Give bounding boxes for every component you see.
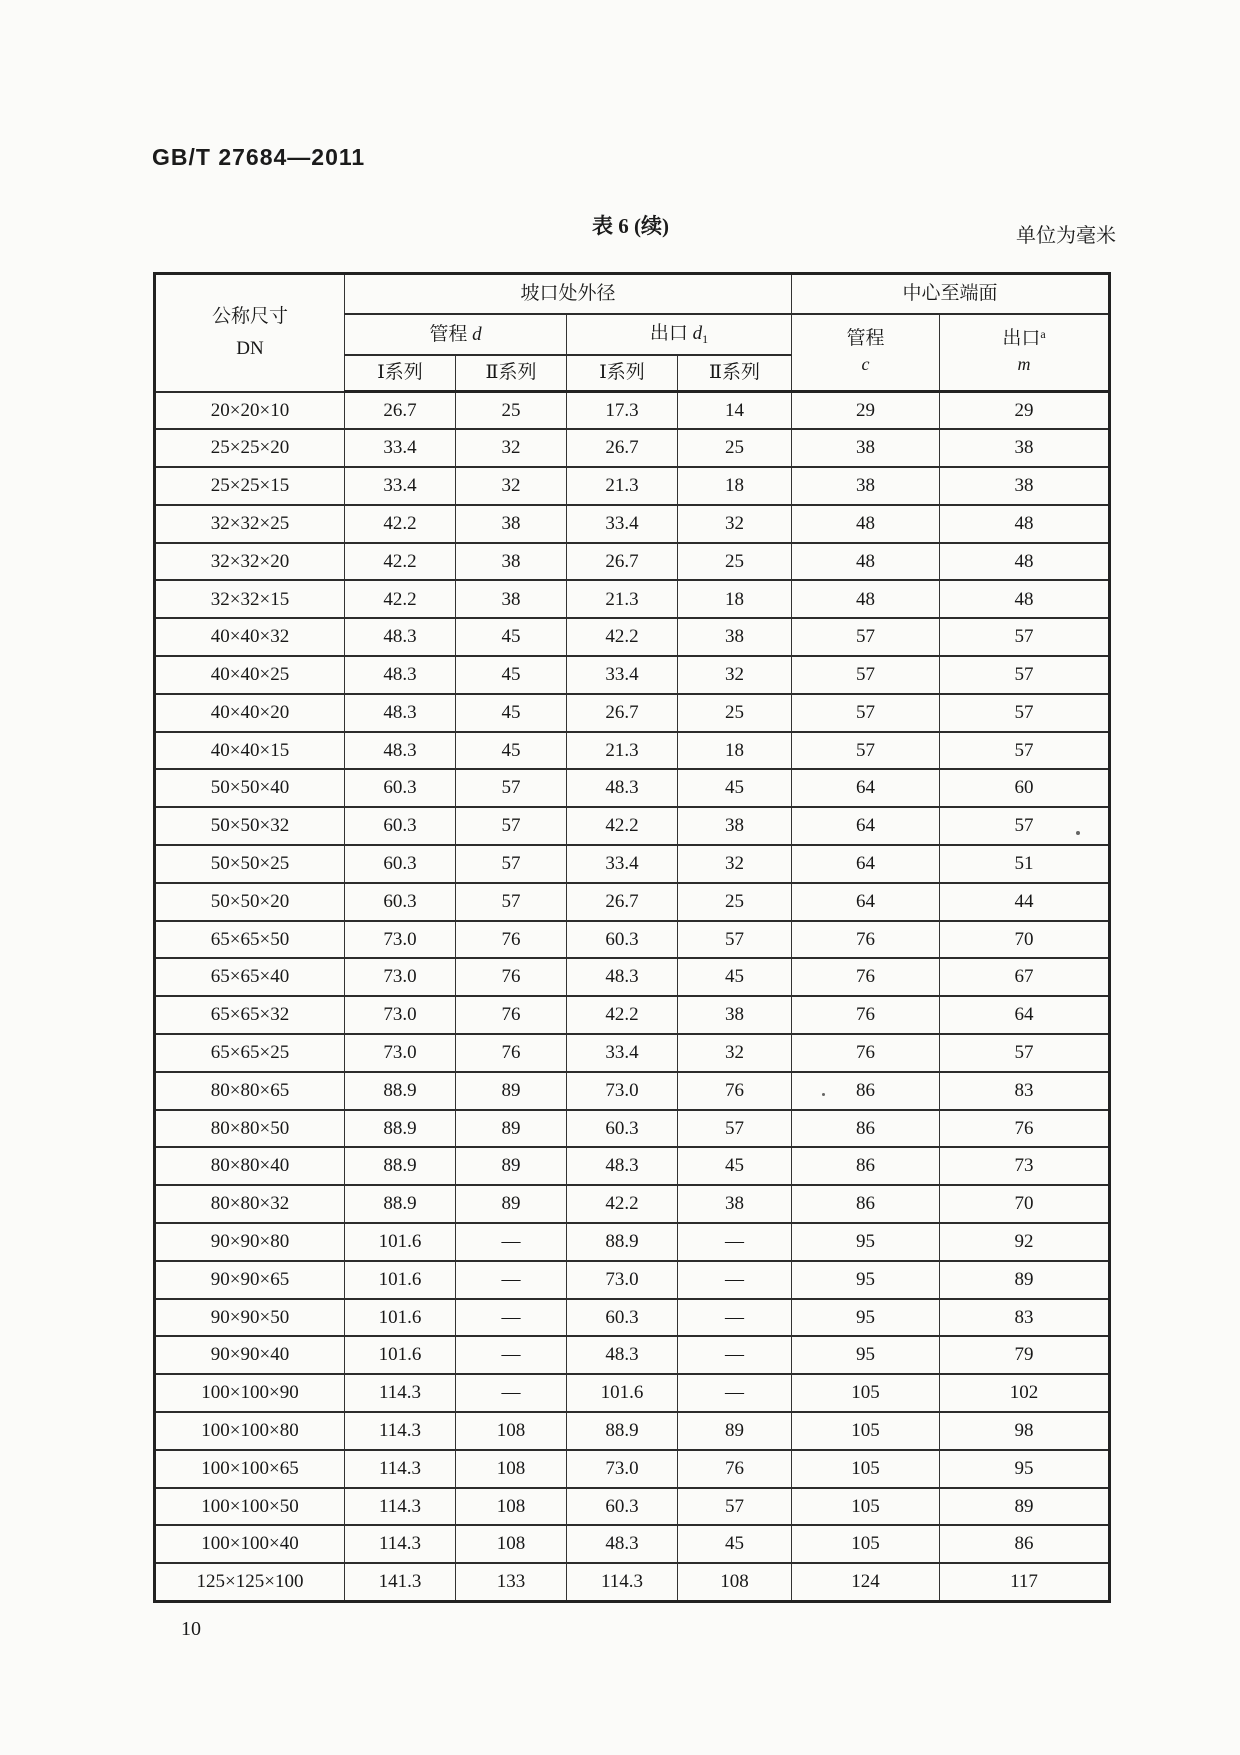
table-row <box>155 694 1110 732</box>
cell-run-d-series2: 76 <box>456 996 567 1034</box>
cell-outlet-d1-series2: — <box>678 1299 792 1337</box>
table-row <box>155 656 1110 694</box>
cell-center-run-c: 76 <box>792 1034 940 1072</box>
cell-outlet-d1-series1: 48.3 <box>567 1336 678 1374</box>
cell-center-run-c: 95 <box>792 1261 940 1299</box>
header-group-bevel-od: 坡口处外径 <box>345 274 792 315</box>
table-row <box>155 1185 1110 1223</box>
cell-outlet-d1-series2: 32 <box>678 505 792 543</box>
cell-run-d-series2: — <box>456 1223 567 1261</box>
cell-outlet-d1-series2: 45 <box>678 958 792 996</box>
cell-outlet-d1-series2: 38 <box>678 996 792 1034</box>
cell-dn: 100×100×80 <box>155 1412 345 1450</box>
cell-center-outlet-m: 38 <box>940 429 1110 467</box>
cell-run-d-series1: 88.9 <box>345 1185 456 1223</box>
table-row <box>155 1374 1110 1412</box>
table-row <box>155 807 1110 845</box>
scan-speck <box>1076 831 1080 835</box>
cell-run-d-series1: 73.0 <box>345 996 456 1034</box>
cell-run-d-series1: 114.3 <box>345 1412 456 1450</box>
cell-center-run-c: 64 <box>792 883 940 921</box>
cell-run-d-series2: 76 <box>456 921 567 959</box>
cell-outlet-d1-series1: 42.2 <box>567 618 678 656</box>
table-row <box>155 1450 1110 1488</box>
cell-run-d-series1: 48.3 <box>345 656 456 694</box>
cell-center-run-c: 57 <box>792 694 940 732</box>
cell-run-d-series1: 48.3 <box>345 732 456 770</box>
cell-run-d-series1: 88.9 <box>345 1147 456 1185</box>
table-row <box>155 1261 1110 1299</box>
table-row <box>155 1563 1110 1601</box>
cell-center-outlet-m: 70 <box>940 1185 1110 1223</box>
cell-dn: 32×32×20 <box>155 543 345 581</box>
cell-run-d-series1: 48.3 <box>345 694 456 732</box>
cell-run-d-series2: 32 <box>456 467 567 505</box>
cell-run-d-series2: 38 <box>456 505 567 543</box>
cell-outlet-d1-series1: 21.3 <box>567 580 678 618</box>
cell-dn: 100×100×90 <box>155 1374 345 1412</box>
cell-center-outlet-m: 73 <box>940 1147 1110 1185</box>
document-number: GB/T 27684—2011 <box>152 144 366 170</box>
cell-dn: 50×50×20 <box>155 883 345 921</box>
cell-outlet-d1-series1: 114.3 <box>567 1563 678 1601</box>
cell-outlet-d1-series1: 42.2 <box>567 1185 678 1223</box>
cell-dn: 90×90×65 <box>155 1261 345 1299</box>
cell-run-d-series1: 114.3 <box>345 1525 456 1563</box>
cell-outlet-d1-series2: 57 <box>678 1110 792 1148</box>
cell-run-d-series2: 108 <box>456 1450 567 1488</box>
cell-dn: 80×80×40 <box>155 1147 345 1185</box>
cell-outlet-d1-series1: 21.3 <box>567 467 678 505</box>
table-body <box>155 392 1110 1602</box>
cell-outlet-d1-series1: 26.7 <box>567 429 678 467</box>
scan-speck <box>822 1093 825 1096</box>
cell-dn: 80×80×32 <box>155 1185 345 1223</box>
header-run-d-label: 管程 <box>429 323 468 345</box>
cell-dn: 80×80×65 <box>155 1072 345 1110</box>
table-row <box>155 958 1110 996</box>
cell-center-outlet-m: 64 <box>940 996 1110 1034</box>
page-number: 10 <box>181 1618 201 1640</box>
cell-run-d-series1: 73.0 <box>345 921 456 959</box>
table-row <box>155 732 1110 770</box>
cell-dn: 100×100×65 <box>155 1450 345 1488</box>
cell-center-run-c: 105 <box>792 1525 940 1563</box>
header-center-outlet-label: 出口$^a$ <box>1002 327 1046 350</box>
cell-center-run-c: 76 <box>792 921 940 959</box>
cell-run-d-series1: 114.3 <box>345 1374 456 1412</box>
cell-outlet-d1-series1: 73.0 <box>567 1072 678 1110</box>
cell-dn: 90×90×40 <box>155 1336 345 1374</box>
cell-center-outlet-m: 86 <box>940 1525 1110 1563</box>
cell-center-outlet-m: 57 <box>940 807 1110 845</box>
cell-center-run-c: 95 <box>792 1299 940 1337</box>
cell-run-d-series1: 114.3 <box>345 1488 456 1526</box>
cell-outlet-d1-series2: 25 <box>678 883 792 921</box>
header-outlet-d1-label: 出口 <box>649 323 688 344</box>
table-row <box>155 1034 1110 1072</box>
cell-center-outlet-m: 83 <box>940 1072 1110 1110</box>
header-center-outlet-footnote-mark: a <box>1040 327 1046 342</box>
table-title: 表 6 (续) <box>592 214 669 238</box>
cell-center-run-c: 64 <box>792 845 940 883</box>
header-series1-run: Ⅰ系列 <box>345 355 456 392</box>
cell-center-run-c: 86 <box>792 1110 940 1148</box>
cell-run-d-series1: 48.3 <box>345 618 456 656</box>
cell-outlet-d1-series2: 25 <box>678 694 792 732</box>
table-row <box>155 883 1110 921</box>
cell-outlet-d1-series2: 25 <box>678 543 792 581</box>
cell-center-outlet-m: 79 <box>940 1336 1110 1374</box>
cell-outlet-d1-series1: 88.9 <box>567 1412 678 1450</box>
cell-outlet-d1-series1: 48.3 <box>567 769 678 807</box>
cell-center-run-c: 76 <box>792 996 940 1034</box>
cell-run-d-series1: 101.6 <box>345 1261 456 1299</box>
cell-center-outlet-m: 57 <box>940 618 1110 656</box>
cell-center-outlet-m: 57 <box>940 694 1110 732</box>
cell-outlet-d1-series2: 57 <box>678 921 792 959</box>
cell-run-d-series2: 45 <box>456 656 567 694</box>
table-row <box>155 1525 1110 1563</box>
cell-outlet-d1-series1: 21.3 <box>567 732 678 770</box>
cell-run-d-series2: 108 <box>456 1488 567 1526</box>
cell-run-d-series1: 60.3 <box>345 883 456 921</box>
header-center-outlet <box>940 314 1110 392</box>
cell-run-d-series1: 60.3 <box>345 769 456 807</box>
cell-outlet-d1-series2: 18 <box>678 732 792 770</box>
cell-center-run-c: 86 <box>792 1072 940 1110</box>
table-row <box>155 1223 1110 1261</box>
header-series1-outlet: Ⅰ系列 <box>567 355 678 392</box>
cell-center-run-c: 86 <box>792 1147 940 1185</box>
cell-center-run-c: 38 <box>792 429 940 467</box>
cell-run-d-series1: 42.2 <box>345 543 456 581</box>
cell-center-run-c: 38 <box>792 467 940 505</box>
cell-center-outlet-m: 38 <box>940 467 1110 505</box>
table-row <box>155 1412 1110 1450</box>
cell-outlet-d1-series2: 45 <box>678 1147 792 1185</box>
cell-outlet-d1-series2: 14 <box>678 392 792 430</box>
cell-outlet-d1-series2: 18 <box>678 467 792 505</box>
header-center-outlet-symbol: m <box>1017 353 1031 374</box>
cell-dn: 40×40×32 <box>155 618 345 656</box>
cell-center-run-c: 86 <box>792 1185 940 1223</box>
cell-center-outlet-m: 48 <box>940 580 1110 618</box>
cell-center-outlet-m: 92 <box>940 1223 1110 1261</box>
header-run-d <box>345 314 567 355</box>
cell-run-d-series1: 114.3 <box>345 1450 456 1488</box>
cell-center-run-c: 95 <box>792 1336 940 1374</box>
cell-outlet-d1-series1: 48.3 <box>567 958 678 996</box>
unit-note: 单位为毫米 <box>1016 225 1116 247</box>
header-center-run-label: 管程 <box>846 328 885 350</box>
cell-center-run-c: 105 <box>792 1374 940 1412</box>
header-center-run <box>792 314 940 392</box>
cell-run-d-series2: 57 <box>456 807 567 845</box>
cell-outlet-d1-series1: 33.4 <box>567 656 678 694</box>
cell-outlet-d1-series2: 76 <box>678 1072 792 1110</box>
cell-outlet-d1-series1: 88.9 <box>567 1223 678 1261</box>
cell-run-d-series2: — <box>456 1299 567 1337</box>
cell-center-outlet-m: 57 <box>940 1034 1110 1072</box>
table-row <box>155 467 1110 505</box>
cell-outlet-d1-series2: 38 <box>678 1185 792 1223</box>
cell-run-d-series2: 89 <box>456 1110 567 1148</box>
cell-dn: 65×65×50 <box>155 921 345 959</box>
cell-outlet-d1-series2: — <box>678 1223 792 1261</box>
cell-dn: 100×100×40 <box>155 1525 345 1563</box>
cell-outlet-d1-series2: 38 <box>678 807 792 845</box>
cell-run-d-series2: 89 <box>456 1072 567 1110</box>
cell-center-outlet-m: 51 <box>940 845 1110 883</box>
cell-outlet-d1-series1: 48.3 <box>567 1147 678 1185</box>
cell-run-d-series2: 57 <box>456 845 567 883</box>
cell-center-run-c: 57 <box>792 732 940 770</box>
cell-outlet-d1-series1: 60.3 <box>567 921 678 959</box>
cell-outlet-d1-series2: 108 <box>678 1563 792 1601</box>
cell-center-outlet-m: 48 <box>940 505 1110 543</box>
header-series2-run: Ⅱ系列 <box>456 355 567 392</box>
cell-run-d-series1: 101.6 <box>345 1223 456 1261</box>
cell-dn: 25×25×15 <box>155 467 345 505</box>
header-outlet-d1-symbol: d <box>692 323 703 344</box>
cell-run-d-series1: 141.3 <box>345 1563 456 1601</box>
cell-center-outlet-m: 60 <box>940 769 1110 807</box>
cell-run-d-series2: 38 <box>456 543 567 581</box>
cell-center-run-c: 105 <box>792 1412 940 1450</box>
cell-outlet-d1-series2: 32 <box>678 656 792 694</box>
cell-outlet-d1-series1: 73.0 <box>567 1450 678 1488</box>
cell-run-d-series1: 60.3 <box>345 845 456 883</box>
header-outlet-d1-subscript: 1 <box>702 332 709 346</box>
cell-outlet-d1-series2: 45 <box>678 1525 792 1563</box>
cell-dn: 65×65×40 <box>155 958 345 996</box>
cell-dn: 32×32×15 <box>155 580 345 618</box>
cell-run-d-series2: 45 <box>456 694 567 732</box>
cell-outlet-d1-series1: 17.3 <box>567 392 678 430</box>
table-row <box>155 543 1110 581</box>
cell-run-d-series1: 60.3 <box>345 807 456 845</box>
table-row <box>155 1072 1110 1110</box>
cell-dn: 65×65×32 <box>155 996 345 1034</box>
header-nominal-size <box>155 274 345 392</box>
table-header <box>155 274 1110 392</box>
cell-center-run-c: 105 <box>792 1450 940 1488</box>
cell-dn: 40×40×15 <box>155 732 345 770</box>
table-row <box>155 1299 1110 1337</box>
table-row <box>155 429 1110 467</box>
cell-run-d-series1: 33.4 <box>345 467 456 505</box>
cell-dn: 65×65×25 <box>155 1034 345 1072</box>
cell-dn: 20×20×10 <box>155 392 345 430</box>
cell-run-d-series2: 57 <box>456 883 567 921</box>
table-row <box>155 1488 1110 1526</box>
cell-run-d-series2: — <box>456 1261 567 1299</box>
dimension-table <box>153 272 1111 1603</box>
cell-center-outlet-m: 57 <box>940 656 1110 694</box>
table-row <box>155 392 1110 430</box>
cell-run-d-series2: 25 <box>456 392 567 430</box>
header-nominal-size-label: 公称尺寸 <box>211 306 288 328</box>
cell-run-d-series2: 45 <box>456 618 567 656</box>
cell-center-run-c: 95 <box>792 1223 940 1261</box>
header-group-center-to-end: 中心至端面 <box>792 274 1110 315</box>
cell-dn: 80×80×50 <box>155 1110 345 1148</box>
cell-run-d-series1: 42.2 <box>345 580 456 618</box>
cell-center-outlet-m: 76 <box>940 1110 1110 1148</box>
cell-run-d-series1: 73.0 <box>345 958 456 996</box>
cell-center-outlet-m: 89 <box>940 1261 1110 1299</box>
cell-center-run-c: 29 <box>792 392 940 430</box>
cell-dn: 40×40×20 <box>155 694 345 732</box>
header-outlet-d1 <box>567 314 792 355</box>
cell-run-d-series1: 88.9 <box>345 1110 456 1148</box>
cell-outlet-d1-series1: 26.7 <box>567 694 678 732</box>
table-row <box>155 1336 1110 1374</box>
cell-center-run-c: 76 <box>792 958 940 996</box>
cell-outlet-d1-series1: 60.3 <box>567 1110 678 1148</box>
cell-outlet-d1-series1: 33.4 <box>567 845 678 883</box>
cell-run-d-series2: — <box>456 1336 567 1374</box>
cell-run-d-series2: 57 <box>456 769 567 807</box>
cell-dn: 50×50×32 <box>155 807 345 845</box>
cell-center-outlet-m: 70 <box>940 921 1110 959</box>
table-row <box>155 845 1110 883</box>
table-row <box>155 921 1110 959</box>
cell-run-d-series2: 32 <box>456 429 567 467</box>
cell-outlet-d1-series1: 42.2 <box>567 807 678 845</box>
cell-outlet-d1-series1: 33.4 <box>567 505 678 543</box>
cell-dn: 32×32×25 <box>155 505 345 543</box>
cell-center-outlet-m: 98 <box>940 1412 1110 1450</box>
header-run-d-symbol: d <box>472 323 482 345</box>
cell-run-d-series1: 33.4 <box>345 429 456 467</box>
cell-center-outlet-m: 102 <box>940 1374 1110 1412</box>
cell-center-run-c: 48 <box>792 543 940 581</box>
cell-run-d-series1: 88.9 <box>345 1072 456 1110</box>
cell-dn: 40×40×25 <box>155 656 345 694</box>
header-series2-outlet: Ⅱ系列 <box>678 355 792 392</box>
cell-dn: 25×25×20 <box>155 429 345 467</box>
cell-dn: 90×90×80 <box>155 1223 345 1261</box>
cell-center-run-c: 105 <box>792 1488 940 1526</box>
cell-center-outlet-m: 83 <box>940 1299 1110 1337</box>
cell-run-d-series2: 89 <box>456 1147 567 1185</box>
table-row <box>155 618 1110 656</box>
cell-run-d-series2: 108 <box>456 1525 567 1563</box>
cell-outlet-d1-series1: 42.2 <box>567 996 678 1034</box>
cell-center-run-c: 57 <box>792 618 940 656</box>
cell-run-d-series1: 73.0 <box>345 1034 456 1072</box>
table-row <box>155 769 1110 807</box>
cell-center-outlet-m: 48 <box>940 543 1110 581</box>
cell-outlet-d1-series1: 73.0 <box>567 1261 678 1299</box>
header-dn-label: DN <box>236 337 264 359</box>
cell-center-run-c: 124 <box>792 1563 940 1601</box>
cell-run-d-series2: 133 <box>456 1563 567 1601</box>
cell-center-run-c: 64 <box>792 807 940 845</box>
table-row <box>155 1110 1110 1148</box>
cell-outlet-d1-series2: 25 <box>678 429 792 467</box>
table-row <box>155 580 1110 618</box>
cell-dn: 90×90×50 <box>155 1299 345 1337</box>
cell-center-run-c: 57 <box>792 656 940 694</box>
cell-run-d-series2: 45 <box>456 732 567 770</box>
cell-center-run-c: 48 <box>792 505 940 543</box>
cell-run-d-series2: — <box>456 1374 567 1412</box>
cell-center-outlet-m: 57 <box>940 732 1110 770</box>
cell-center-outlet-m: 29 <box>940 392 1110 430</box>
cell-outlet-d1-series2: — <box>678 1336 792 1374</box>
cell-center-outlet-m: 89 <box>940 1488 1110 1526</box>
cell-outlet-d1-series2: 45 <box>678 769 792 807</box>
cell-run-d-series1: 26.7 <box>345 392 456 430</box>
cell-run-d-series2: 38 <box>456 580 567 618</box>
cell-run-d-series1: 101.6 <box>345 1336 456 1374</box>
cell-run-d-series1: 42.2 <box>345 505 456 543</box>
cell-outlet-d1-series1: 60.3 <box>567 1299 678 1337</box>
cell-outlet-d1-series2: 18 <box>678 580 792 618</box>
cell-outlet-d1-series2: 57 <box>678 1488 792 1526</box>
cell-run-d-series2: 76 <box>456 958 567 996</box>
cell-outlet-d1-series2: 32 <box>678 845 792 883</box>
cell-run-d-series2: 108 <box>456 1412 567 1450</box>
table-row <box>155 505 1110 543</box>
cell-outlet-d1-series1: 33.4 <box>567 1034 678 1072</box>
cell-center-run-c: 48 <box>792 580 940 618</box>
header-center-run-symbol: c <box>861 353 870 374</box>
cell-outlet-d1-series1: 60.3 <box>567 1488 678 1526</box>
cell-dn: 50×50×25 <box>155 845 345 883</box>
cell-dn: 50×50×40 <box>155 769 345 807</box>
cell-dn: 125×125×100 <box>155 1563 345 1601</box>
cell-outlet-d1-series1: 26.7 <box>567 883 678 921</box>
cell-outlet-d1-series2: — <box>678 1261 792 1299</box>
cell-outlet-d1-series2: 76 <box>678 1450 792 1488</box>
cell-outlet-d1-series2: — <box>678 1374 792 1412</box>
cell-outlet-d1-series2: 32 <box>678 1034 792 1072</box>
cell-run-d-series2: 89 <box>456 1185 567 1223</box>
cell-run-d-series1: 101.6 <box>345 1299 456 1337</box>
cell-dn: 100×100×50 <box>155 1488 345 1526</box>
cell-outlet-d1-series1: 26.7 <box>567 543 678 581</box>
cell-run-d-series2: 76 <box>456 1034 567 1072</box>
cell-center-outlet-m: 95 <box>940 1450 1110 1488</box>
cell-outlet-d1-series1: 101.6 <box>567 1374 678 1412</box>
cell-center-outlet-m: 67 <box>940 958 1110 996</box>
table-row <box>155 1147 1110 1185</box>
cell-center-outlet-m: 44 <box>940 883 1110 921</box>
cell-center-outlet-m: 117 <box>940 1563 1110 1601</box>
table-row <box>155 996 1110 1034</box>
cell-center-run-c: 64 <box>792 769 940 807</box>
cell-outlet-d1-series2: 89 <box>678 1412 792 1450</box>
cell-outlet-d1-series1: 48.3 <box>567 1525 678 1563</box>
cell-outlet-d1-series2: 38 <box>678 618 792 656</box>
